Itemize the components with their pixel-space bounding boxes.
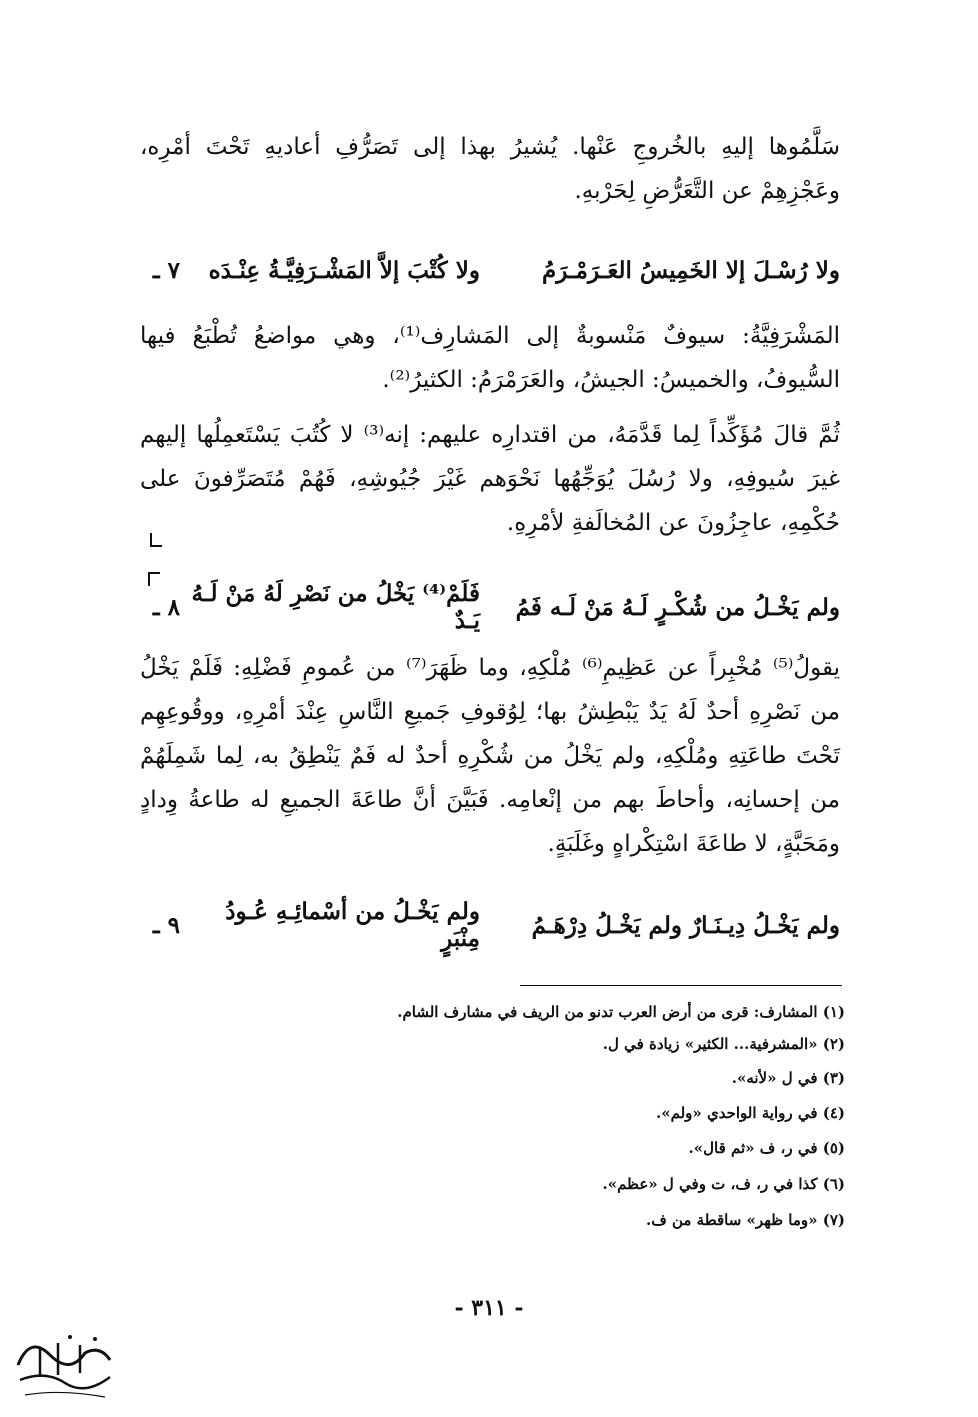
footnote-separator [520,985,842,986]
commentary-paragraph: يقولُ⁽⁵⁾ مُخْبِراً عن عَظِيمِ⁽⁶⁾ مُلْكِهِ، وما ظَهَرَ⁽⁷⁾ من عُمومِ فَضْلِهِ: فَلَمْ يَخْلُ من نَصْرِهِ أحدٌ لَهُ يَدٌ يَبْطِشُ بها؛ لِوُقوفِ جَميعِ النَّاسِ عِنْدَ أمْرِهِ، ووقُوعِهِم تَحْتَ طاعَتِهِ ومُلْكِهِ، ولم يَخْلُ من شُكْرِهِ أحدٌ له فَمٌ يَنْطِقُ به، لِما شَمِلَهُمْ من إحسانِه، وأحاطَ بهم من إنْعامِه. فَبَيَّنَ أنَّ طاعَةَ الجميعِ له طاعةُ وِدادٍ ومَحَبَّةٍ، لا طاعَةَ اسْتِكْراهٍ وغَلَبَةٍ. [140,655,840,857]
verse-9 [140,900,840,950]
verse-hemistich-second: ولم يَخْـلُ من شُكْـرٍ لَـهُ مَنْ لَـه فَمُ [515,593,840,621]
footnote: (٢) «المشرفية... الكثير» زيادة في ل. [602,1035,845,1053]
verse-hemistich-first: فَلَمْ⁽⁴⁾ يَخْلُ من نَصْرِ لَهُ مَنْ لَـهُ يَـدٌ [191,580,480,634]
publisher-calligraphy-logo [10,1325,120,1405]
footnote: (٣) في ل «لأنه». [731,1069,845,1087]
verse-7 [140,245,840,295]
footnote: (١) المشارف: قرى من أرض العرب تدنو من الريف في مشارف الشام. [397,1003,845,1021]
verse-hemistich-second: ولم يَخْـلُ دِيـنَـارٌ ولم يَخْـلُ دِرْهَـمُ [531,911,840,939]
verse-hemistich-first: ولا كُتْبَ إلاَّ المَشْـرَفِيَّـةُ عِنْـدَه [208,256,480,284]
verse-hemistich-first: ولم يَخْـلُ من أسْمائِـهِ عُـودُ مِنْبَرٍ [225,898,480,952]
continuation-paragraph: سَلَّمُوها إليهِ بالخُروجِ عَنْها. يُشيرُ بهذا إلى تَصَرُّفِ أعاديهِ تَحْتَ أمْرِه، وعَجْزِهِمْ عن التَّعَرُّضِ لِحَرْبهِ. [140,134,840,204]
verse-number: ٧ ـ [152,256,180,284]
footnote: (٥) في ر، ف «ثم قال». [688,1139,845,1157]
section-end-mark [150,533,162,547]
verse-hemistich-second: ولا رُسْـلَ إلا الخَمِيسُ العَـرَمْـرَمُ [541,256,840,284]
verse-number: ٨ ـ [152,593,180,621]
gloss-paragraph: المَشْرَفِيَّةُ: سيوفٌ مَنْسوبةٌ إلى المَشارِف⁽¹⁾، وهي مواضعُ تُطْبَعُ فيها السُّيوفُ، والخميسُ: الجيشُ، والعَرَمْرَمُ: الكثيرُ⁽²⁾. [140,323,840,393]
verse-8 [140,582,840,632]
footnote: (٦) كذا في ر، ف، ت وفي ل «عظم». [602,1175,845,1193]
footnote: (٤) في رواية الواحدي «ولم». [655,1104,845,1122]
page-number: - ٣١١ - [454,1295,524,1321]
verse-number: ٩ ـ [152,911,180,939]
commentary-paragraph: ثُمَّ قالَ مُؤَكِّداً لِما قَدَّمَهُ، من اقتدارِه عليهم: إنه⁽³⁾ لا كُتُبَ يَسْتَعمِلُها إليهم غيرَ سُيوفِهِ، ولا رُسُلَ يُوَجِّهُها نَحْوَهم غَيْرَ جُيُوشِهِ، فَهُمْ مُتَصَرِّفونَ على حُكْمِهِ، عاجِزُونَ عن المُخالَفةِ لأمْرِهِ. [140,422,840,536]
footnote: (٧) «وما ظهر» ساقطة من ف. [646,1211,845,1229]
